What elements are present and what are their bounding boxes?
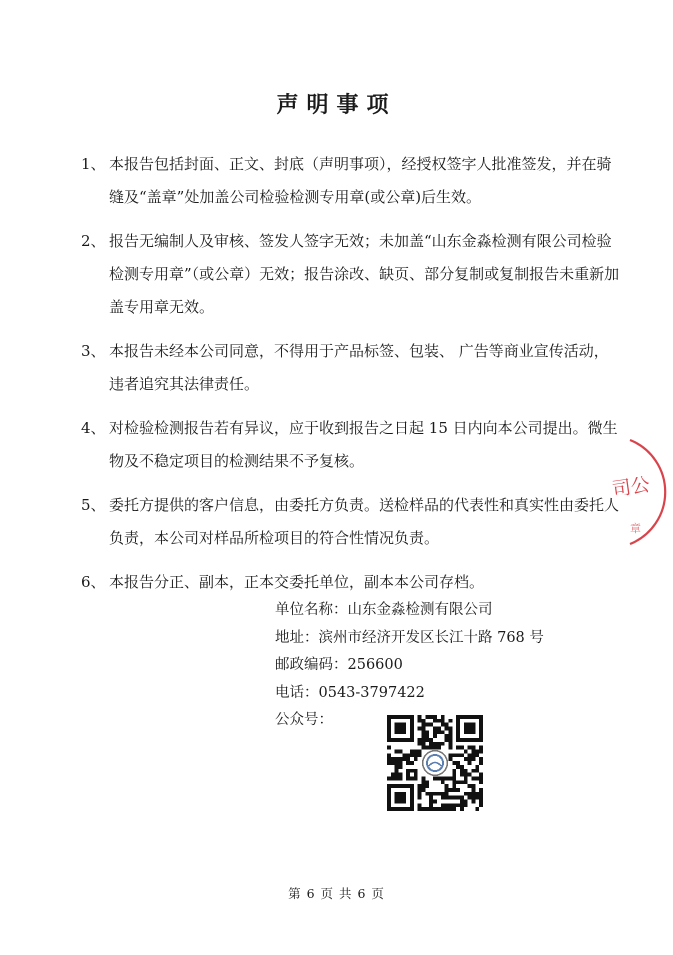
- svg-text:章: 章: [630, 523, 641, 535]
- clause-item: [81, 148, 621, 214]
- page-title: 声明事项: [276, 92, 397, 118]
- clause-item: [81, 225, 621, 324]
- clause-number: 1、: [81, 155, 106, 173]
- partial-seal-icon: [600, 432, 673, 552]
- clause-number: 6、: [81, 573, 106, 591]
- clause-text: 本报告分正、副本，正本交委托单位，副本本公司存档。: [109, 573, 485, 591]
- company-postcode: 邮政编码：256600: [275, 657, 403, 673]
- company-name: 单位名称：山东金淼检测有限公司: [275, 602, 493, 618]
- company-info: [275, 597, 544, 735]
- clause-item: [81, 566, 621, 599]
- wechat-label: 公众号：: [275, 712, 333, 728]
- clause-number: 2、: [81, 232, 106, 250]
- clause-number: 3、: [81, 342, 106, 360]
- company-address: 地址：滨州市经济开发区长江十路 768 号: [275, 629, 544, 646]
- clause-item: [81, 335, 621, 401]
- clause-number: 4、: [81, 419, 106, 437]
- company-phone: 电话：0543-3797422: [275, 684, 425, 701]
- clause-number: 5、: [81, 496, 106, 514]
- clause-item: [81, 412, 621, 478]
- clause-text: 本报告未经本公司同意，不得用于产品标签、包装、 广告等商业宣传活动，违者追究其法律责任。: [109, 342, 609, 393]
- seal-text: 司公: [610, 474, 652, 501]
- clause-text: 本报告包括封面、正文、封底（声明事项），经授权签字人批准签发，并在骑缝及“盖章”处加盖公司检验检测专用章(或公章)后生效。: [109, 155, 612, 206]
- page-footer: 第 6 页 共 6 页: [288, 886, 385, 901]
- clause-text: 报告无编制人及审核、签发人签字无效；未加盖“山东金淼检测有限公司检验检测专用章”（或公章）无效；报告涂改、缺页、部分复制或复制报告未重新加盖专用章无效。: [109, 232, 620, 316]
- clause-list: [81, 148, 621, 610]
- clause-text: 委托方提供的客户信息，由委托方负责。送检样品的代表性和真实性由委托人负责，本公司对样品所检项目的符合性情况负责。: [109, 496, 620, 547]
- qr-code-icon: [387, 715, 483, 811]
- clause-text: 对检验检测报告若有异议，应于收到报告之日起 15 日内向本公司提出。微生物及不稳定项目的检测结果不予复核。: [109, 419, 618, 470]
- clause-item: [81, 489, 621, 555]
